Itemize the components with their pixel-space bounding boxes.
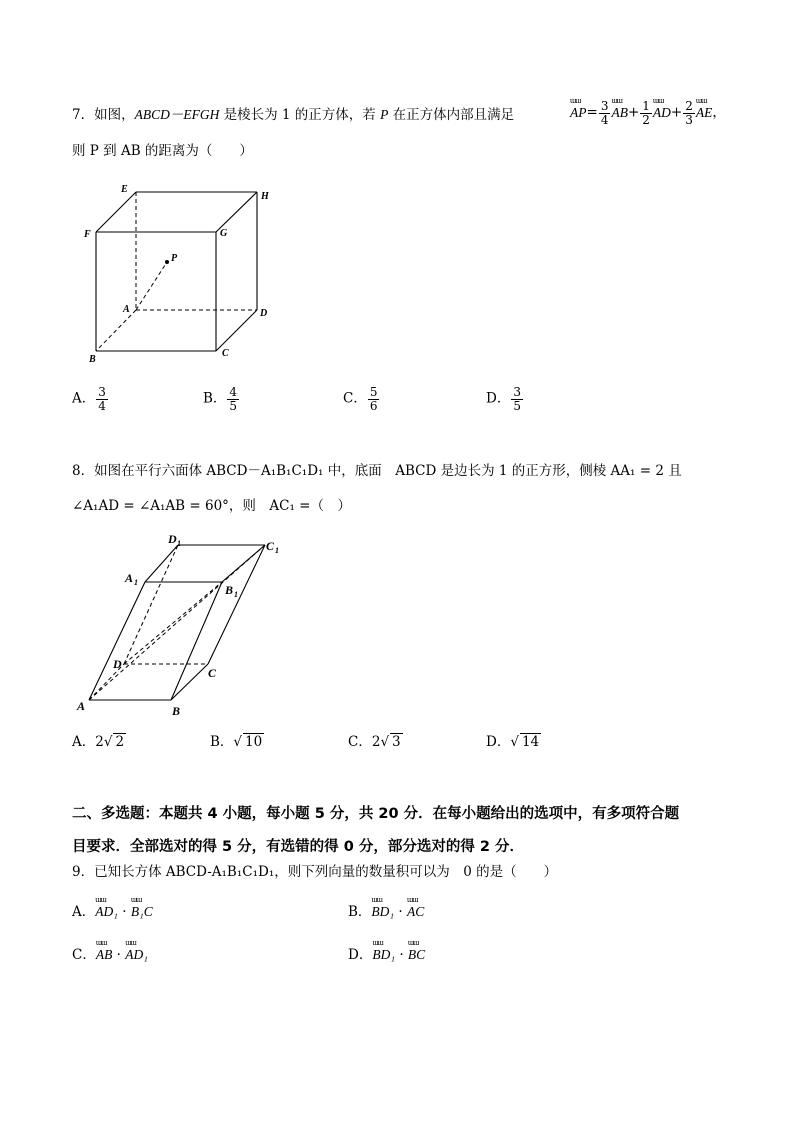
q8-stem-line1: 8．如图在平行六面体 ABCD－A₁B₁C₁D₁ 中，底面 ABCD 是边长为 1 的正方形，侧棱 AA₁ = 2 且	[72, 463, 682, 479]
svg-text:1: 1	[177, 539, 181, 548]
label-b1: B	[225, 583, 234, 597]
plus-sign: +	[670, 104, 683, 121]
q9-stem: 9．已知长方体 ABCD-A₁B₁C₁D₁，则下列向量的数量积可以为 0 的是（ ）	[72, 864, 558, 880]
q7-vector-equation	[570, 100, 726, 126]
q8-option-a[interactable]: A．2√ 2	[72, 734, 125, 750]
label-a: A	[77, 699, 86, 713]
q9-option-b[interactable]: B．ɯɯ BD₁ · ɯɯ AC	[348, 905, 424, 920]
q7-point-p: P	[380, 107, 389, 122]
section2-heading-line2: 目要求．全部选对的得 5 分，有选错的得 0 分，部分选对的得 2 分．	[72, 839, 525, 855]
q7-mid2: 在正方体内部且满足	[388, 107, 515, 123]
q7-stem-line2: 则 P 到 AB 的距离为（ ）	[72, 143, 253, 159]
q7-option-c[interactable]: C． $\frac{5}{6}$	[343, 385, 378, 413]
label-h: H	[261, 191, 269, 202]
label-d1: D	[168, 532, 177, 546]
equals-sign: =	[586, 104, 598, 121]
q7-option-b[interactable]: B． $\frac{4}{5}$	[203, 385, 238, 413]
label-a1: A	[125, 571, 134, 585]
q7-prefix: 7．如图，	[72, 107, 135, 123]
label-b: B	[172, 704, 181, 718]
vector-ad: ɯɯ AD	[653, 106, 671, 120]
label-c: C	[222, 348, 229, 359]
q7-option-d[interactable]: D． $\frac{3}{5}$	[486, 385, 521, 413]
plus-sign: +	[627, 104, 640, 121]
fraction-2-3: $\frac{2}{3}$	[685, 99, 693, 127]
section2-heading-line1: 二、多选题：本题共 4 小题，每小题 5 分，共 20 分．在每小题给出的选项中，有多项符合题	[72, 806, 680, 822]
label-c1: C	[266, 539, 275, 553]
label-f: F	[84, 229, 91, 240]
label-e: E	[121, 184, 128, 195]
comma: ，	[712, 104, 726, 121]
q7-option-a[interactable]: A． $\frac{3}{4}$	[72, 385, 106, 413]
q7-mid: 是棱长为 1 的正方体，若	[219, 107, 381, 123]
q8-stem-line2: ∠A₁AD = ∠A₁AB = 60°，则 AC₁ =（ ）	[72, 498, 351, 514]
label-g: G	[220, 228, 228, 239]
label-b: B	[89, 354, 96, 365]
fraction-1-2: $\frac{1}{2}$	[642, 99, 650, 127]
q9-option-d[interactable]: D．ɯɯ BD₁ · ɯɯ BC	[348, 948, 425, 963]
fraction-3-4: $\frac{3}{4}$	[600, 99, 609, 127]
q8-option-d[interactable]: D．√ 14	[486, 734, 540, 750]
label-a: A	[123, 304, 130, 315]
label-c: C	[208, 666, 217, 680]
q7-stem-line1	[72, 108, 514, 123]
svg-text:1: 1	[234, 590, 238, 599]
vector-ab: ɯɯ AB	[611, 106, 628, 120]
svg-text:1: 1	[275, 546, 279, 555]
q8-option-c[interactable]: C．2√ 3	[348, 734, 401, 750]
q8-option-b[interactable]: B．√ 10	[210, 734, 263, 750]
q9-option-c[interactable]: C．ɯɯ AB · ɯɯ AD₁	[72, 948, 148, 963]
parallelepiped-diagram	[70, 528, 300, 718]
vector-ap: ɯɯ AP	[570, 106, 587, 120]
svg-text:1: 1	[134, 578, 138, 587]
q9-option-a[interactable]: A．ɯɯ AD₁ · ɯɯ B₁C	[72, 905, 153, 920]
cube-diagram	[80, 180, 280, 370]
label-p: P	[171, 253, 178, 264]
label-d: D	[260, 308, 268, 319]
q7-cube-name: ABCD－EFGH	[134, 107, 220, 122]
label-d: D	[113, 657, 122, 671]
vector-ae: ɯɯ AE	[696, 106, 713, 120]
